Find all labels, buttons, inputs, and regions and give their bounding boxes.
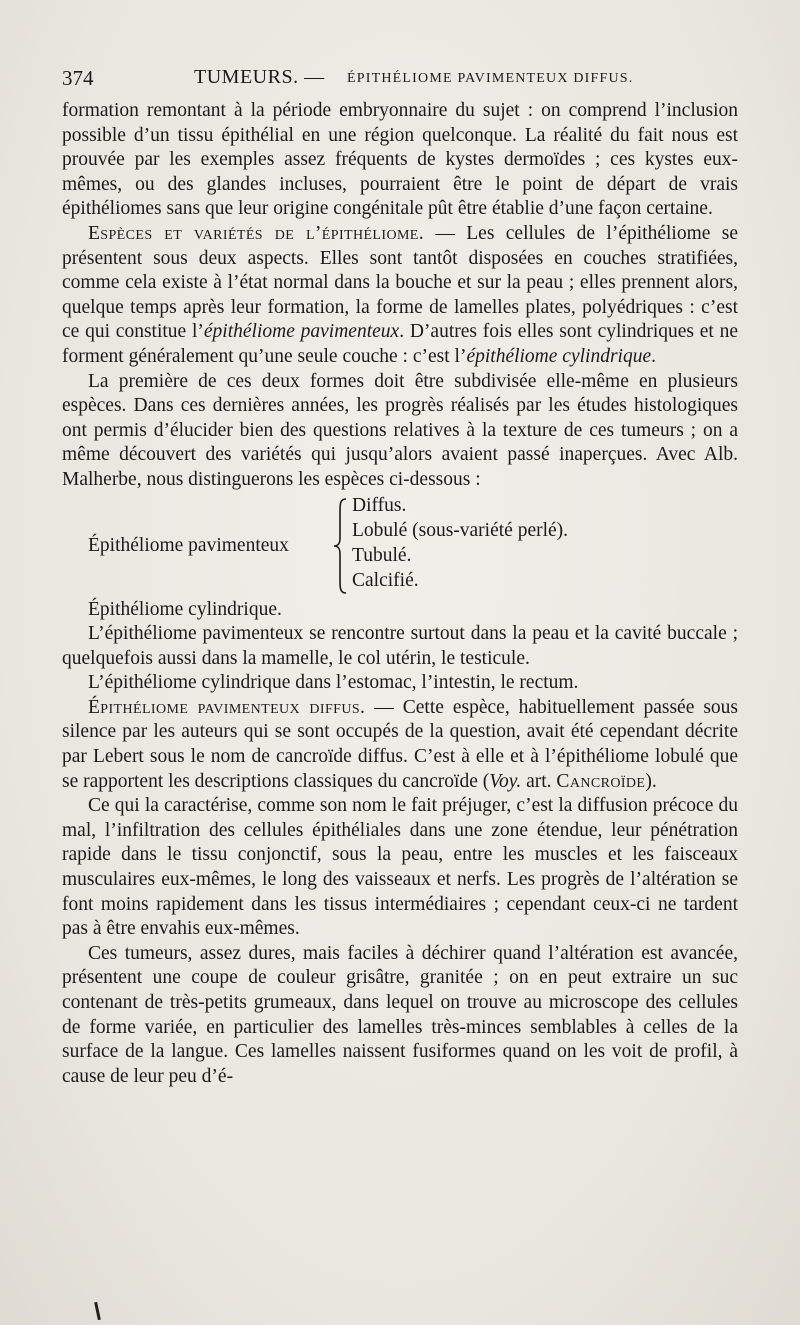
term-pavimenteux: épithéliome pavimenteux: [203, 321, 400, 343]
classification-list: [352, 494, 568, 594]
paragraph-5: L’épithéliome cylindrique dans l’estomac, l’intestin, le rectum.: [88, 672, 579, 694]
paragraph-8: Ces tumeurs, assez dures, mais faciles à déchirer quand l’altération est avancée, présentent une coupe de couleur grisâtre, granitée ; on en peut extraire un suc contenant de très-petits grumeaux, dans lequel on trouve au microscope des cellules de forme variée, en particulier des lamelles très-minces semblables à celles de la surface de la langue. Ces lamelles naissent fusiformes quand on les voit de profil, à cause de leur peu d’é-: [62, 942, 738, 1087]
classification-second-label: Épithéliome cylindrique.: [88, 598, 282, 620]
paragraph-4: L’épithéliome pavimenteux se rencontre surtout dans la peau et la cavité buccale ; quelquefois aussi dans la mamelle, le col utérin, le testicule.: [62, 623, 738, 669]
paragraph-6: [62, 696, 738, 794]
term-cancroide: Cancroïde: [556, 770, 646, 792]
paragraph-1: formation remontant à la période embryonnaire du sujet : on comprend l’inclusion possible d’un tissu épithélial en une région quelconque. La réalité du fait nous est prouvée par les exemples assez fréquents de kystes dermoïdes ; ces kystes eux-mêmes, ou des glandes incluses, pourraient être le point de départ de vrais épithéliomes sans que leur origine congénitale pût être établie d’une façon certaine.: [62, 100, 738, 220]
paragraph-2-text-c: .: [651, 345, 656, 367]
paragraph-7: Ce qui la caractérise, comme son nom le fait préjuger, c’est la diffusion précoce du mal, l’infiltration des cellules épithéliales dans une zone étendue, leur pénétration rapide dans le tissu conjonctif, sous la peau, entre les muscles et les faisceaux musculaires eux-mêmes, le long des vaisseaux et nerfs. Les progrès de l’altération se font moins rapidement dans les tissus intermédiaires ; cependant ceux-ci ne tardent pas à être envahis eux-mêmes.: [62, 795, 738, 940]
classification-item: Tubulé.: [352, 544, 412, 566]
classification-item: Diffus.: [352, 494, 407, 516]
term-cylindrique: épithéliome cylindrique: [466, 345, 652, 367]
header-subtitle: ÉPITHÉLIOME PAVIMENTEUX DIFFUS.: [347, 71, 634, 86]
classification-group-label: Épithéliome pavimenteux: [88, 534, 289, 556]
paragraph-2-text-b: . D’autres fois elles sont cylindriques et ne forment généralement qu’une seule couche : c’est l’: [62, 321, 739, 367]
section-heading-diffus: Épithéliome pavimenteux diffus.: [88, 696, 366, 718]
curly-brace-icon: [332, 498, 350, 594]
term-voy: Voy.: [489, 770, 522, 792]
section-heading-species: Espèces et variétés de l’épithéliome.: [88, 222, 425, 244]
paragraph-6-text-a: — Cette espèce, habituellement passée sous silence par les auteurs qui se sont occupés de la question, avait été cependant décrite par Lebert sous le nom de cancroïde diffus. C’est à elle et à l’épithéliome lobulé que se rapportent les descriptions classiques du cancroïde (: [62, 696, 738, 792]
paragraph-6-text-b: art.: [521, 770, 557, 792]
classification-item: Calcifié.: [352, 569, 419, 591]
ink-mark: [94, 1302, 101, 1320]
paragraph-6-text-c: ).: [645, 770, 657, 792]
paragraph-2-text-a: — Les cellules de l’épithéliome se présentent sous deux aspects. Elles sont tantôt disposées en couches stratifiées, comme cela existe à l’état normal dans la bouche et sur la peau ; elles prennent alors, quelque temps après leur formation, la forme de lamelles plates, polyédriques : c’est ce qui constitue l’: [62, 222, 739, 343]
page-number: 374: [62, 66, 94, 90]
paragraph-3: La première de ces deux formes doit être subdivisée elle-même en plusieurs espèces. Dans ces dernières années, les progrès réalisés par les études histologiques ont permis d’élucider bien des questions relatives à la texture de ces tumeurs ; on a même découvert des variétés qui jusqu’alors avaient passé inaperçues. Avec Alb. Malherbe, nous distinguerons les espèces ci-dessous :: [62, 370, 738, 490]
classification-table: [62, 494, 738, 598]
classification-item: Lobulé (sous-variété perlé).: [352, 519, 569, 541]
body-text: [62, 99, 738, 1089]
paragraph-2: [62, 222, 738, 370]
running-header: [62, 66, 737, 92]
header-title: TUMEURS. —: [194, 66, 325, 88]
